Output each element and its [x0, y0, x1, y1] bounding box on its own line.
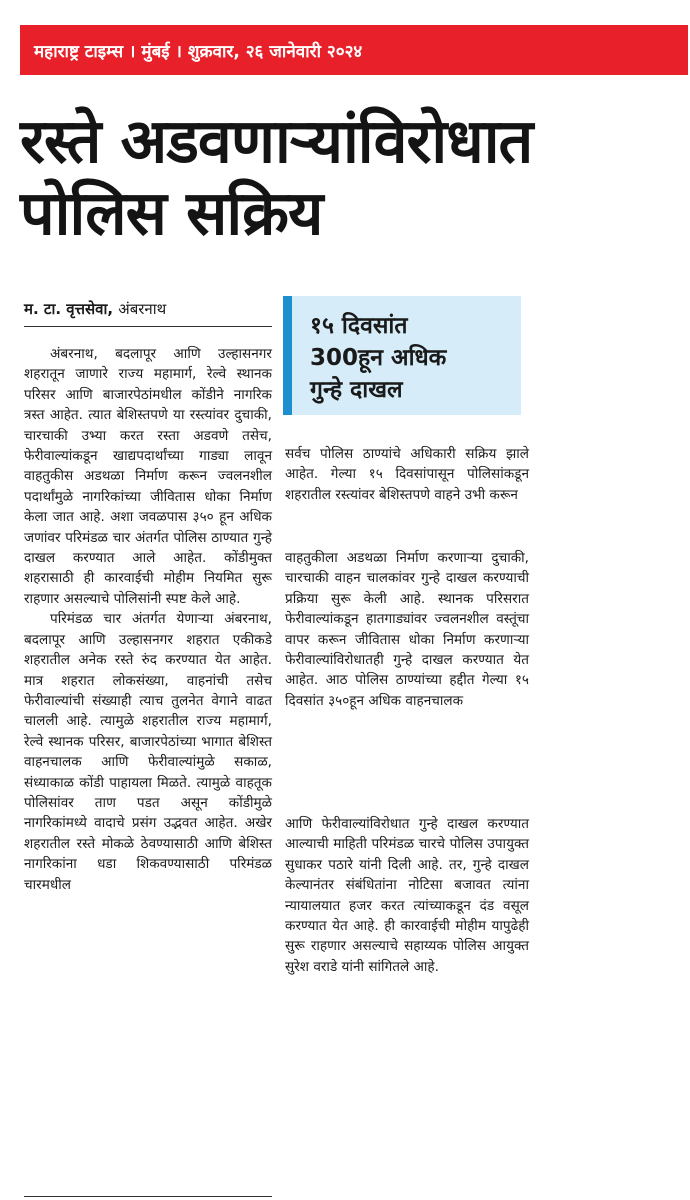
- masthead-text: महाराष्ट्र टाइम्स । मुंबई । शुक्रवार, २६ जानेवारी २०२४: [34, 41, 363, 62]
- byline-divider: [24, 326, 272, 327]
- article-column-2-block-3: [285, 814, 529, 977]
- paragraph-1: अंबरनाथ, बदलापूर आणि उल्हासनगर शहरातून जाणारे राज्य महामार्ग, रेल्वे स्थानक परिसर आणि बाजारपेठांमधील कोंडीने नागरिक त्रस्त आहेत. त्यात बेशिस्तपणे या रस्त्यांवर दुचाकी, चारचाकी उभ्या करत रस्ता अडवणे तसेच, फेरीवाल्यांकडून खाद्यपदार्थांच्या गाड्या लावून वाहतुकीस अडथळा निर्माण करून ज्वलनशील पदार्थांमुळे नागरिकांच्या जीवितास धोका निर्माण केला जात आहे. अशा जवळपास ३५० हून अधिक जणांवर परिमंडळ चार अंतर्गत पोलिस ठाण्यात गुन्हे दाखल करण्यात आले आहेत. कोंडीमुक्त शहरासाठी ही कारवाईची मोहीम नियमित सुरू राहणार असल्याचे पोलिसांनी स्पष्ट केले आहे.: [24, 346, 272, 607]
- highlight-line-2: 300हून अधिक: [310, 345, 447, 371]
- paragraph-4: वाहतुकीला अडथळा निर्माण करणाऱ्या दुचाकी, चारचाकी वाहन चालकांवर गुन्हे दाखल करण्याची प्रक्रिया सुरू केली आहे. स्थानक परिसरात फेरीवाल्यांकडून हातगाड्यांवर ज्वलनशील वस्तूंचा वापर करून जीवितास धोका निर्माण करणाऱ्या फेरीवाल्यांविरोधातही गुन्हे दाखल करण्यात येत आहेत. आठ पोलिस ठाण्यांच्या हद्दीत गेल्या १५ दिवसांत ३५०हून अधिक वाहनचालक: [285, 550, 529, 709]
- paragraph-2: परिमंडळ चार अंतर्गत येणाऱ्या अंबरनाथ, बदलापूर आणि उल्हासनगर शहरात एकीकडे शहरातील अनेक रस्ते रुंद करण्यात येत आहेत. मात्र शहरात लोकसंख्या, वाहनांची तसेच फेरीवाल्यांची संख्याही त्याच तुलनेत वेगाने वाढत चालली आहे. त्यामुळे शहरातील राज्य महामार्ग, रेल्वे स्थानक परिसर, बाजारपेठांच्या भागात बेशिस्त वाहनचालक आणि फेरीवाल्यांमुळे सकाळ, संध्याकाळ कोंडी पाहायला मिळते. त्यामुळे वाहतूक पोलिसांवर ताण पडत असून कोंडीमुळे नागरिकांमध्ये वादाचे प्रसंग उद्भवत आहेत. अखेर शहरातील रस्ते मोकळे ठेवण्यासाठी आणि बेशिस्त नागरिकांना धडा शिकवण्यासाठी परिमंडळ चारमधील: [24, 611, 272, 893]
- headline-line-2: पोलिस सक्रिय: [20, 178, 323, 249]
- highlight-line-3: गुन्हे दाखल: [310, 377, 403, 403]
- column-end-divider: [24, 1196, 272, 1197]
- headline-line-1: रस्ते अडवणाऱ्यांविरोधात: [20, 106, 533, 177]
- byline: [24, 299, 274, 319]
- paragraph-3: सर्वच पोलिस ठाण्यांचे अधिकारी सक्रिय झाले आहेत. गेल्या १५ दिवसांपासून पोलिसांकडून शहरातील रस्त्यांवर बेशिस्तपणे वाहने उभी करून: [285, 446, 529, 503]
- byline-source: म. टा. वृत्तसेवा,: [24, 300, 114, 318]
- highlight-line-1: १५ दिवसांत: [310, 313, 408, 339]
- article-column-2-block-2: [285, 548, 529, 711]
- byline-place: अंबरनाथ: [118, 300, 167, 318]
- highlight-box: [283, 296, 521, 415]
- article-column-1: [24, 344, 272, 895]
- paragraph-5: आणि फेरीवाल्यांविरोधात गुन्हे दाखल करण्यात आल्याची माहिती परिमंडळ चारचे पोलिस उपायुक्त सुधाकर पठारे यांनी दिली आहे. तर, गुन्हे दाखल केल्यानंतर संबंधितांना नोटिसा बजावत त्यांना न्यायालयात हजर करत त्यांच्याकडून दंड वसूल करण्यात येत आहे. ही कारवाईची मोहीम यापुढेही सुरू राहणार असल्याचे सहाय्यक पोलिस आयुक्त सुरेश वराडे यांनी सांगितले आहे.: [285, 816, 529, 975]
- masthead-banner: [20, 25, 688, 75]
- headline: [20, 106, 680, 250]
- article-column-2-block-1: [285, 444, 529, 505]
